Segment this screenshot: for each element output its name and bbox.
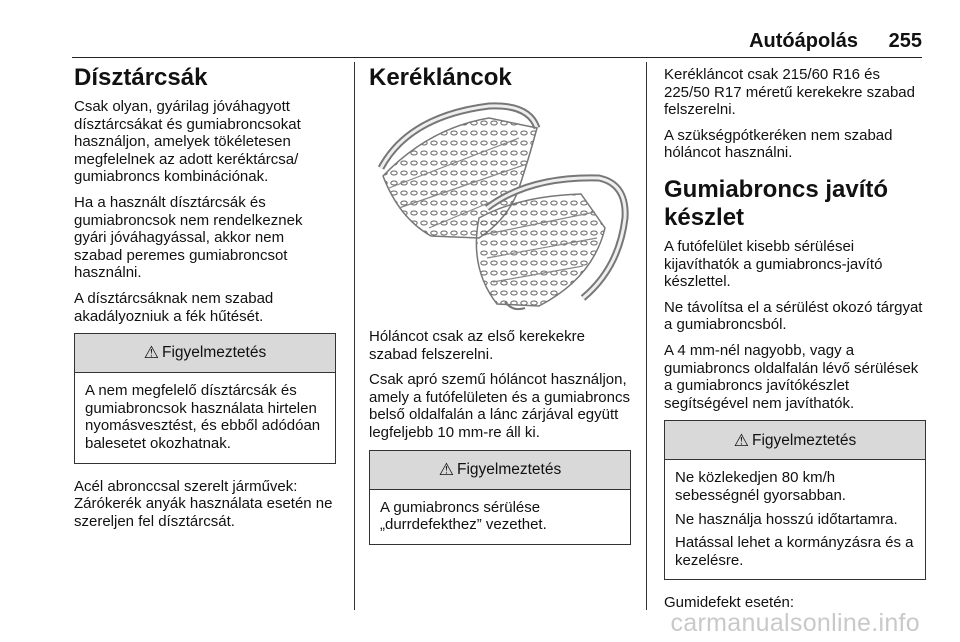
warning-title: Figyelmeztetés	[162, 344, 267, 362]
column-2	[369, 62, 631, 559]
paragraph: Csak apró szemű hóláncot használjon, amely a futófelületen és a gumiabroncs belső oldalfalán a lánc zárjával együtt legfeljebb 10 mm-re áll ki.	[369, 371, 630, 441]
page-number: 255	[888, 30, 922, 52]
heading-tyre-repair-kit: Gumiabroncs javító készlet	[664, 175, 889, 231]
warning-header	[665, 421, 925, 460]
paragraph: Ne távolítsa el a sérülést okozó tárgyat a gumiabroncsból.	[664, 298, 923, 334]
warning-body	[75, 373, 335, 462]
paragraph: Acél abronccsal szerelt járművek: Zárókerék anyák használata esetén ne szereljen fel dísztárcsát.	[74, 477, 333, 530]
paragraph: A futófelület kisebb sérülései kijavíthatók a gumiabroncs-javító készlettel.	[664, 237, 883, 291]
paragraph: Hóláncot csak az első kerekekre szabad felszerelni.	[369, 328, 585, 363]
warning-body	[665, 460, 925, 579]
warning-line: Hatással lehet a kormányzásra és a kezelésre.	[675, 534, 914, 569]
section-title: Autóápolás	[749, 30, 858, 52]
watermark: carmanualsonline.info	[670, 609, 920, 637]
warning-header	[75, 334, 335, 373]
warning-triangle-icon: ⚠	[438, 459, 454, 479]
paragraph: A dísztárcsáknak nem szabad akadályozniuk a fék hűtését.	[74, 289, 274, 325]
warning-box	[74, 333, 336, 463]
column-3	[664, 62, 926, 620]
heading-snow-chains: Kerékláncok	[369, 64, 512, 91]
warning-text: A nem megfelelő dísztárcsák és gumiabroncsok használata hirtelen nyomásvesztést, és ebből adódóan balesetet okozhatnak.	[85, 382, 321, 452]
warning-header	[370, 451, 630, 490]
warning-box	[369, 450, 631, 545]
warning-text: A gumiabroncs sérülése „durrdefekthez” vezethet.	[380, 498, 547, 534]
paragraph: A 4 mm-nél nagyobb, vagy a gumiabroncs oldalfalán lévő sérülések a gumiabroncs javítókészlet segítségével nem javíthatók.	[664, 341, 919, 412]
header-rule	[72, 57, 922, 58]
warning-title: Figyelmeztetés	[752, 431, 857, 449]
paragraph: Gumidefekt esetén:	[664, 594, 795, 612]
warning-triangle-icon: ⚠	[143, 343, 159, 363]
paragraph: Ha a használt dísztárcsák és gumiabroncsok nem rendelkeznek gyári jóváhagyással, akkor nem szabad peremes gumiabroncsot használni.	[74, 193, 303, 282]
warning-line: Ne használja hosszú időtartamra.	[675, 510, 898, 528]
warning-title: Figyelmeztetés	[457, 460, 562, 478]
paragraph: A szükségpótkeréken nem szabad hóláncot használni.	[664, 126, 893, 162]
warning-triangle-icon: ⚠	[733, 430, 749, 450]
heading-wheel-covers: Dísztárcsák	[74, 64, 208, 91]
paragraph: Kerékláncot csak 215/60 R16 és 225/50 R17 méretű kerekekre szabad felszerelni.	[664, 66, 915, 119]
warning-body	[370, 490, 630, 544]
warning-box	[664, 420, 926, 580]
warning-line: Ne közlekedjen 80 km/h sebességnél gyorsabban.	[675, 469, 846, 504]
paragraph: Csak olyan, gyárilag jóváhagyott dísztárcsákat és gumiabroncsokat használjon, amelyek tökéletesen megfelelnek az adott keréktárcsa/ gumiabroncs kombinációnak.	[74, 98, 301, 186]
column-divider	[354, 62, 355, 610]
snow-chains-illustration	[369, 98, 631, 318]
column-1	[74, 62, 336, 538]
page-header	[0, 26, 960, 56]
column-divider	[646, 62, 647, 610]
